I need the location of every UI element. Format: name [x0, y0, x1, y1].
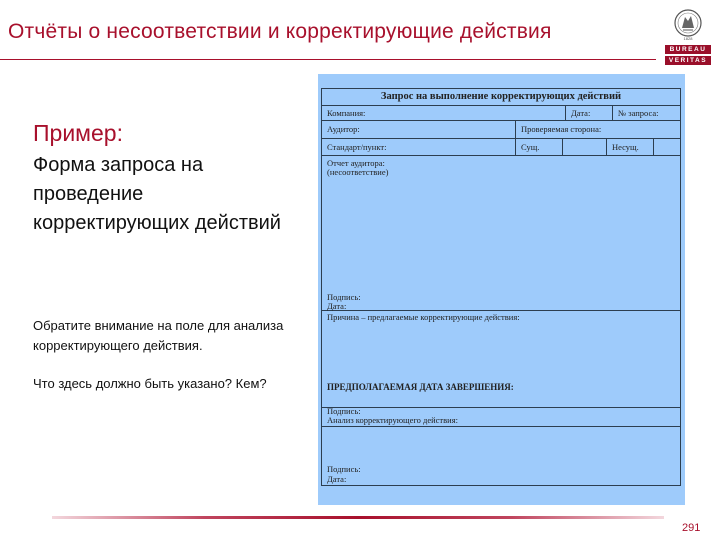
field-signature-2: Подпись:: [327, 406, 361, 416]
field-planned-completion-date: ПРЕДПОЛАГАЕМАЯ ДАТА ЗАВЕРШЕНИЯ:: [327, 382, 514, 392]
seal-icon: [673, 8, 703, 42]
field-signature-3: Подпись:: [327, 464, 361, 474]
logo-text-veritas: VERITAS: [665, 56, 711, 65]
corrective-action-request-form: [321, 88, 681, 486]
title-divider: [0, 59, 656, 60]
field-audited-party: Проверяемая сторона:: [521, 124, 602, 134]
field-auditor: Аудитор:: [327, 124, 360, 134]
field-request-number: № запроса:: [618, 108, 659, 118]
field-date: Дата:: [571, 108, 591, 118]
note-line-1: Обратите внимание на поле для анализа корректирующего действия.: [33, 318, 284, 353]
example-heading: Пример:: [33, 120, 123, 146]
page-number: 291: [682, 522, 701, 534]
slide-title: Отчёты о несоответствии и корректирующие действия: [8, 20, 552, 43]
field-auditor-report: Отчет аудитора:: [327, 158, 385, 168]
field-date-1: Дата:: [327, 301, 347, 311]
footer-divider: [52, 516, 664, 519]
field-significant: Сущ.: [521, 142, 540, 152]
note-line-2: Что здесь должно быть указано? Кем?: [33, 376, 267, 391]
instruction-note: [33, 316, 323, 394]
bureau-veritas-logo: [665, 8, 711, 68]
field-corrective-action-analysis: Анализ корректирующего действия:: [327, 415, 458, 425]
field-standard-clause: Стандарт/пункт:: [327, 142, 387, 152]
form-title: Запрос на выполнение корректирующих действий: [380, 91, 622, 102]
field-nonconformity: (несоответствие): [327, 167, 389, 177]
field-company: Компания:: [327, 108, 366, 118]
field-cause-proposed-actions: Причина – предлагаемые корректирующие действия:: [327, 312, 520, 322]
field-non-significant: Несущ.: [612, 142, 639, 152]
field-date-3: Дата:: [327, 474, 347, 484]
logo-text-bureau: BUREAU: [665, 45, 711, 54]
svg-text:1828: 1828: [683, 36, 693, 41]
field-signature-1: Подпись:: [327, 292, 361, 302]
example-subheading: Форма запроса на проведение корректирующих действий: [33, 154, 281, 234]
